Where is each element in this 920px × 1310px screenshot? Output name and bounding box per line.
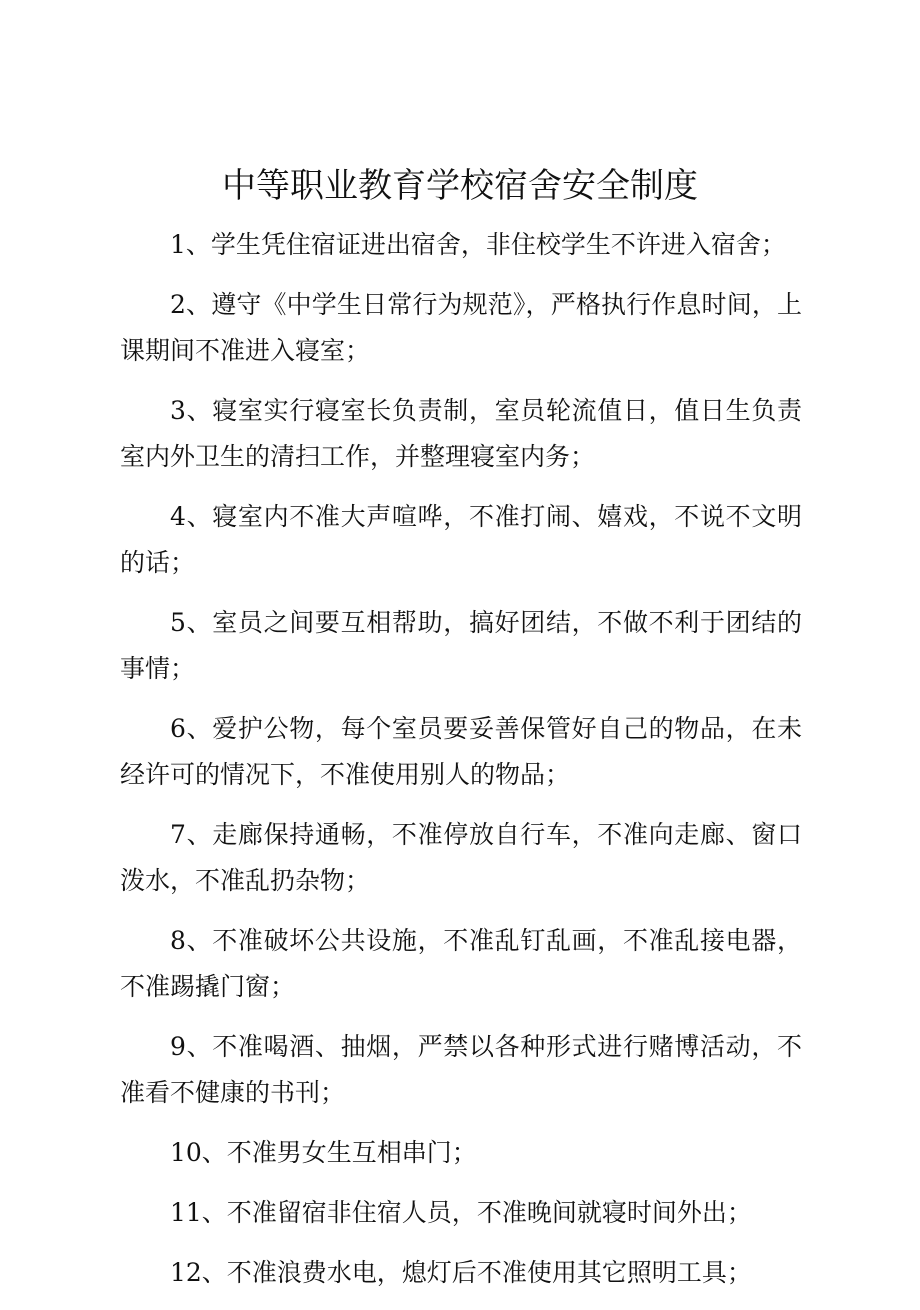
rule-10: 10、不准男女生互相串门； xyxy=(170,1138,477,1167)
rule-3: 3、寝室实行寝室长负责制，室员轮流值日，值日生负责室内外卫生的清扫工作，并整理寝室内务； xyxy=(120,396,802,471)
rule-4: 4、寝室内不准大声喧哗，不准打闹、嬉戏，不说不文明的话； xyxy=(120,502,802,577)
rule-7: 7、走廊保持通畅，不准停放自行车，不准向走廊、窗口泼水，不准乱扔杂物； xyxy=(120,820,802,895)
rules-list xyxy=(120,222,802,1310)
rule-1: 1、学生凭住宿证进出宿舍，非住校学生不许进入宿舍； xyxy=(170,230,786,259)
rule-9: 9、不准喝酒、抽烟，严禁以各种形式进行赌博活动，不准看不健康的书刊； xyxy=(120,1032,802,1107)
rule-11: 11、不准留宿非住宿人员，不准晚间就寝时间外出； xyxy=(170,1198,752,1227)
document-title: 中等职业教育学校宿舍安全制度 xyxy=(222,166,698,206)
rule-2: 2、遵守《中学生日常行为规范》，严格执行作息时间，上课期间不准进入寝室； xyxy=(120,290,802,365)
rule-12: 12、不准浪费水电，熄灯后不准使用其它照明工具； xyxy=(170,1258,752,1287)
rule-8: 8、不准破坏公共设施，不准乱钉乱画，不准乱接电器，不准踢撬门窗； xyxy=(120,926,802,1001)
rule-6: 6、爱护公物，每个室员要妥善保管好自己的物品，在未经许可的情况下，不准使用别人的物品； xyxy=(120,714,802,789)
rule-5: 5、室员之间要互相帮助，搞好团结，不做不利于团结的事情； xyxy=(120,608,802,683)
